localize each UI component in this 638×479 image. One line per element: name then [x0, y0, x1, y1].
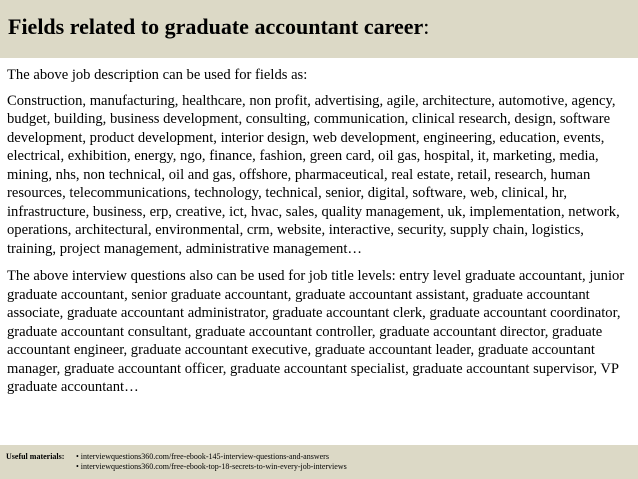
footer-row: [6, 462, 347, 472]
footer-banner: [0, 445, 638, 479]
footer-row: [6, 452, 347, 462]
useful-materials: [6, 452, 347, 472]
intro-text: The above job description can be used for fields as:: [7, 67, 308, 83]
job-levels-paragraph: The above interview questions also can be used for job title levels: entry level graduate accountant, junior graduate accountant, senior graduate accountant, graduate accountant assistant, graduate accountant associate, graduate accountant administrator, graduate accountant clerk, graduate accountant coordinator, graduate accountant consultant, graduate accountant controller, graduate accountant director, graduate accountant engineer, graduate accountant executive, graduate accountant leader, graduate accountant manager, graduate accountant officer, graduate accountant specialist, graduate accountant supervisor, VP graduate accountant…: [7, 268, 625, 395]
useful-materials-label: Useful materials:: [6, 452, 65, 461]
title-colon: :: [423, 14, 430, 39]
footer-spacer: [6, 462, 76, 472]
page-title: [8, 13, 429, 41]
fields-paragraph: Construction, manufacturing, healthcare, non profit, advertising, agile, architecture, automotive, agency, budget, building, business development, consulting, communication, clinical research, design, software development, product development, interior design, web development, engineering, education, events, electrical, exhibition, energy, ngo, finance, fashion, green card, oil gas, hospital, it, marketing, media, mining, nhs, non technical, oil and gas, offshore, pharmaceutical, real estate, retail, research, human resources, telecommunications, technology, technical, senior, digital, software, web, clinical, hr, infrastructure, business, erp, creative, ict, hvac, sales, quality management, uk, implementation, network, operations, architectural, environmental, crm, website, interactive, security, supply chain, logistics, training, project management, administrative management…: [7, 92, 620, 257]
slide-body: [7, 66, 633, 397]
footer-link[interactable]: • interviewquestions360.com/free-ebook-top-18-secrets-to-win-every-job-interviews: [76, 462, 347, 471]
title-text: Fields related to graduate accountant career: [8, 14, 424, 39]
title-banner: [0, 0, 638, 58]
footer-link[interactable]: • interviewquestions360.com/free-ebook-145-interview-questions-and-answers: [76, 452, 329, 461]
